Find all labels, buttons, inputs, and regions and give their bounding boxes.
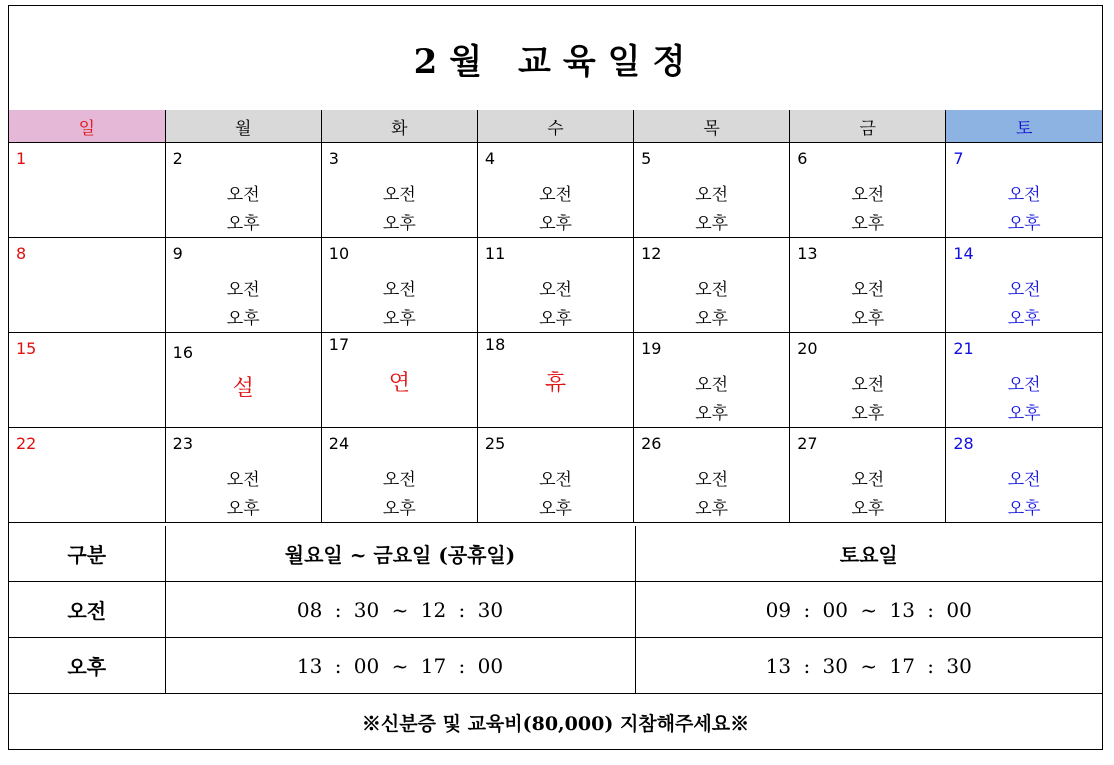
weekday-am-hours: 08 : 30 ~ 12 : 30 xyxy=(165,582,635,638)
am-slot: 오전 xyxy=(695,470,729,490)
day-number: 2 xyxy=(172,149,183,168)
saturday-pm-hours: 13 : 30 ~ 17 : 30 xyxy=(635,638,1102,694)
pm-slot: 오후 xyxy=(382,499,416,519)
day-number: 15 xyxy=(16,339,37,358)
weekday-pm-hours: 13 : 00 ~ 17 : 00 xyxy=(165,638,635,694)
day-number: 17 xyxy=(328,335,350,354)
day-cell xyxy=(9,428,165,523)
category-header: 구분 xyxy=(9,526,165,582)
pm-slot: 오후 xyxy=(539,499,572,519)
holiday-label: 연 xyxy=(388,371,410,396)
day-number: 24 xyxy=(328,434,350,453)
day-number: 5 xyxy=(641,149,652,168)
schedule-sheet xyxy=(8,5,1103,750)
day-cell xyxy=(634,428,790,523)
day-cell xyxy=(321,333,477,428)
week-row-4 xyxy=(9,428,1102,523)
am-slot: 오전 xyxy=(851,470,885,490)
am-hours-row xyxy=(9,582,1102,638)
day-cell xyxy=(321,428,477,523)
am-slot: 오전 xyxy=(851,375,885,395)
am-slot: 오전 xyxy=(539,280,572,300)
weekday-header-fri: 금 xyxy=(790,110,946,143)
day-number: 20 xyxy=(797,339,818,358)
weekday-header-row xyxy=(9,110,1102,143)
day-cell xyxy=(946,428,1102,523)
am-slot: 오전 xyxy=(695,280,729,300)
day-number: 8 xyxy=(16,244,27,263)
pm-slot: 오후 xyxy=(1007,499,1041,519)
day-number: 18 xyxy=(484,335,506,354)
pm-label: 오후 xyxy=(9,638,165,694)
week-row-3 xyxy=(9,333,1102,428)
day-cell xyxy=(946,238,1102,333)
day-cell xyxy=(790,238,946,333)
am-slot: 오전 xyxy=(1007,185,1041,205)
day-cell xyxy=(477,428,633,523)
day-number: 16 xyxy=(172,343,193,362)
pm-slot: 오후 xyxy=(226,309,260,329)
pm-slot: 오후 xyxy=(382,214,416,234)
week-row-2 xyxy=(9,238,1102,333)
day-number: 13 xyxy=(797,244,818,263)
day-cell xyxy=(165,238,321,333)
am-slot: 오전 xyxy=(1007,375,1041,395)
notice-text: ※신분증 및 교육비(80,000) 지참해주세요※ xyxy=(9,694,1102,751)
weekday-header-sun: 일 xyxy=(9,110,165,143)
day-number: 27 xyxy=(797,434,818,453)
day-cell xyxy=(165,333,321,428)
day-cell xyxy=(946,333,1102,428)
calendar-table xyxy=(9,110,1102,523)
week-row-1 xyxy=(9,143,1102,238)
am-slot: 오전 xyxy=(851,280,885,300)
pm-slot: 오후 xyxy=(851,214,885,234)
day-number: 1 xyxy=(16,149,27,168)
day-number: 22 xyxy=(16,434,37,453)
day-cell xyxy=(9,333,165,428)
am-slot: 오전 xyxy=(1007,470,1041,490)
holiday-label: 설 xyxy=(232,376,254,401)
pm-slot: 오후 xyxy=(1007,214,1041,234)
am-slot: 오전 xyxy=(226,470,260,490)
day-number: 14 xyxy=(953,244,974,263)
day-cell xyxy=(9,143,165,238)
am-slot: 오전 xyxy=(226,185,260,205)
day-number: 7 xyxy=(953,149,964,168)
pm-slot: 오후 xyxy=(851,404,885,424)
day-cell xyxy=(321,238,477,333)
day-cell xyxy=(477,238,633,333)
day-cell xyxy=(477,143,633,238)
weekday-header-mon: 월 xyxy=(165,110,321,143)
pm-slot: 오후 xyxy=(1007,309,1041,329)
saturday-am-hours: 09 : 00 ~ 13 : 00 xyxy=(635,582,1102,638)
day-cell xyxy=(946,143,1102,238)
day-number: 25 xyxy=(484,434,506,453)
weekday-header-thu: 목 xyxy=(634,110,790,143)
day-number: 10 xyxy=(328,244,350,263)
pm-slot: 오후 xyxy=(539,309,572,329)
pm-slot: 오후 xyxy=(851,499,885,519)
notice-row xyxy=(9,694,1102,751)
day-number: 21 xyxy=(953,339,974,358)
hours-table xyxy=(9,526,1102,750)
pm-hours-row xyxy=(9,638,1102,694)
weekday-header-tue: 화 xyxy=(321,110,477,143)
saturday-hours-header: 토요일 xyxy=(635,526,1102,582)
day-number: 19 xyxy=(641,339,662,358)
day-number: 12 xyxy=(641,244,662,263)
pm-slot: 오후 xyxy=(382,309,416,329)
day-cell xyxy=(165,143,321,238)
day-cell xyxy=(634,143,790,238)
hours-header-row xyxy=(9,526,1102,582)
pm-slot: 오후 xyxy=(695,309,729,329)
pm-slot: 오후 xyxy=(851,309,885,329)
am-slot: 오전 xyxy=(226,280,260,300)
pm-slot: 오후 xyxy=(1007,404,1041,424)
day-cell xyxy=(9,238,165,333)
day-number: 6 xyxy=(797,149,808,168)
page-title: 2월 교육일정 xyxy=(9,6,1102,111)
am-slot: 오전 xyxy=(695,375,729,395)
pm-slot: 오후 xyxy=(695,404,729,424)
am-slot: 오전 xyxy=(695,185,729,205)
day-cell xyxy=(634,333,790,428)
am-slot: 오전 xyxy=(1007,280,1041,300)
day-number: 9 xyxy=(172,244,183,263)
day-cell xyxy=(477,333,633,428)
am-slot: 오전 xyxy=(539,470,572,490)
pm-slot: 오후 xyxy=(539,214,572,234)
am-slot: 오전 xyxy=(382,280,416,300)
day-number: 23 xyxy=(172,434,193,453)
day-number: 26 xyxy=(641,434,662,453)
day-number: 28 xyxy=(953,434,974,453)
am-slot: 오전 xyxy=(539,185,572,205)
pm-slot: 오후 xyxy=(226,499,260,519)
pm-slot: 오후 xyxy=(226,214,260,234)
weekday-hours-header: 월요일 ~ 금요일 (공휴일) xyxy=(165,526,635,582)
pm-slot: 오후 xyxy=(695,499,729,519)
am-label: 오전 xyxy=(9,582,165,638)
weekday-header-wed: 수 xyxy=(477,110,633,143)
day-cell xyxy=(634,238,790,333)
day-cell xyxy=(790,143,946,238)
day-cell xyxy=(790,333,946,428)
am-slot: 오전 xyxy=(382,470,416,490)
day-cell xyxy=(790,428,946,523)
day-number: 4 xyxy=(484,149,496,168)
day-number: 3 xyxy=(328,149,339,168)
holiday-label: 휴 xyxy=(544,371,567,396)
weekday-header-sat: 토 xyxy=(946,110,1102,143)
day-cell xyxy=(165,428,321,523)
am-slot: 오전 xyxy=(382,185,416,205)
am-slot: 오전 xyxy=(851,185,885,205)
day-number: 11 xyxy=(484,244,506,263)
pm-slot: 오후 xyxy=(695,214,729,234)
day-cell xyxy=(321,143,477,238)
